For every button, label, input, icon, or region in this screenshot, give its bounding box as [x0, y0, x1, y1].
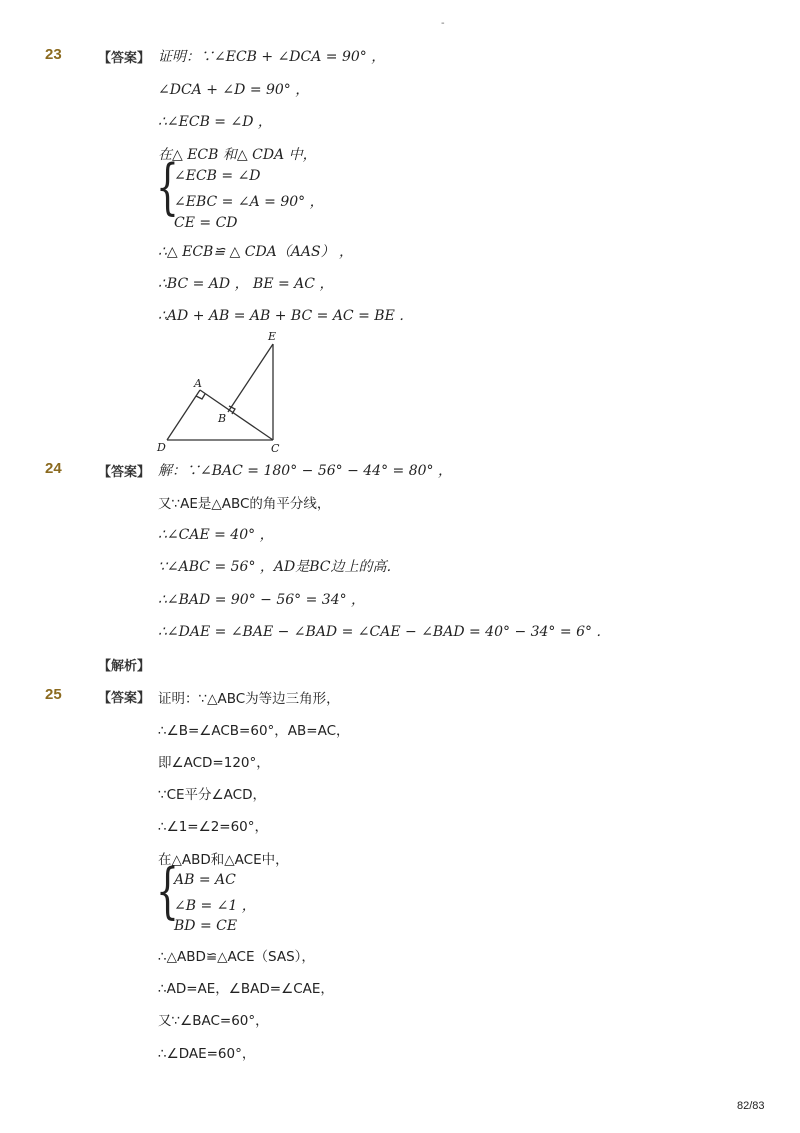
- q23-line-2: ∠DCA + ∠D = 90° ，: [158, 82, 310, 98]
- label-a: A: [194, 377, 202, 390]
- q24-line-2: 又∵AE是△ABC的角平分线，: [158, 496, 331, 512]
- page-number: 82/83: [737, 1100, 765, 1112]
- answer-tag-23: 【答案】: [98, 51, 151, 66]
- answer-tag-25: 【答案】: [98, 691, 151, 706]
- q25-line-4: ∵CE平分∠ACD，: [158, 787, 266, 803]
- q24-line-3: ∴∠CAE = 40° ，: [158, 527, 274, 543]
- label-b: B: [218, 412, 227, 425]
- q25-line-1: 证明：∵△ABC为等边三角形，: [158, 691, 340, 707]
- question-number-25: 25: [45, 686, 62, 703]
- q25-line-2: ∴∠B=∠ACB=60°，AB=AC，: [158, 723, 350, 739]
- label-c: C: [271, 442, 280, 455]
- geometry-figure: [150, 326, 300, 456]
- q23-system-brace: {: [156, 152, 179, 222]
- segment-da: [167, 390, 200, 440]
- q25-system-brace: {: [156, 856, 179, 926]
- analysis-tag-24: 【解析】: [98, 659, 151, 674]
- segment-eb: [228, 344, 273, 412]
- q23-system-line-1: ∠ECB = ∠D: [174, 168, 261, 184]
- label-d: D: [157, 441, 166, 454]
- q23-after-2: ∴BC = AD ， BE = AC ，: [158, 276, 334, 292]
- question-number-23: 23: [45, 46, 62, 63]
- q23-after-3: ∴AD + AB = AB + BC = AC = BE ．: [158, 308, 414, 324]
- q23-line-3: ∴∠ECB = ∠D ，: [158, 114, 272, 130]
- q23-system-line-2: ∠EBC = ∠A = 90° ，: [174, 194, 324, 210]
- q23-line-4: 在△ ECB 和△ CDA 中，: [158, 147, 317, 163]
- q25-after-4: ∴∠DAE=60°，: [158, 1046, 256, 1062]
- q25-system-line-3: BD = CE: [174, 918, 238, 934]
- q24-line-6: ∴∠DAE = ∠BAE − ∠BAD = ∠CAE − ∠BAD = 40° − 34° = 6° ．: [158, 624, 611, 640]
- q25-after-1: ∴△ABD≌△ACE（SAS），: [158, 949, 315, 965]
- q24-line-5: ∴∠BAD = 90° − 56° = 34° ，: [158, 592, 366, 608]
- q23-system-line-3: CE = CD: [174, 215, 238, 231]
- q25-system-line-1: AB = AC: [174, 872, 236, 888]
- q24-line-4: ∵∠ABC = 56° ，AD是BC边上的高．: [158, 559, 401, 575]
- q25-after-2: ∴AD=AE，∠BAD=∠CAE，: [158, 981, 334, 997]
- header-dash: -: [441, 18, 445, 29]
- question-number-24: 24: [45, 460, 62, 477]
- q24-line-1: 解：∵∠BAC = 180° − 56° − 44° = 80° ，: [158, 463, 452, 479]
- q25-line-6: 在△ABD和△ACE中，: [158, 852, 289, 868]
- label-e: E: [268, 330, 277, 343]
- q25-after-3: 又∵∠BAC=60°，: [158, 1013, 269, 1029]
- q25-line-3: 即∠ACD=120°，: [158, 755, 270, 771]
- q23-line-1: 证明：∵∠ECB + ∠DCA = 90° ，: [158, 49, 386, 65]
- q25-line-5: ∴∠1=∠2=60°，: [158, 819, 269, 835]
- q25-system-line-2: ∠B = ∠1 ，: [174, 898, 256, 914]
- segment-ac: [200, 390, 273, 440]
- answer-tag-24: 【答案】: [98, 465, 151, 480]
- q23-after-1: ∴△ ECB≌ △ CDA（AAS） ，: [158, 244, 354, 260]
